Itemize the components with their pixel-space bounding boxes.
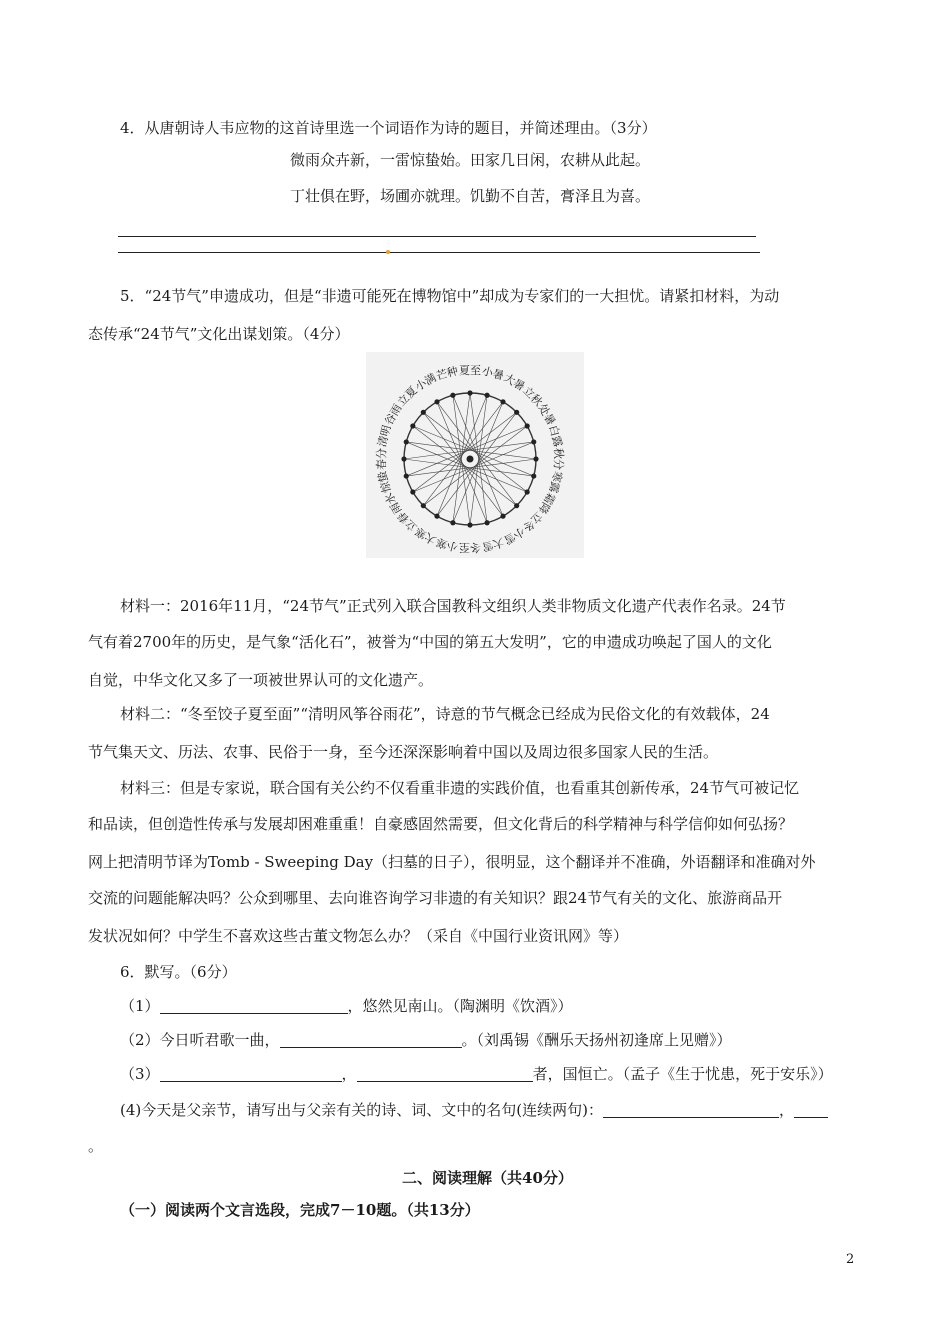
q5-prompt-line-1: 5．“24节气”申遗成功，但是“非遗可能死在博物馆中”却成为专家们的一大担忧。请紧扣材料，为动 — [120, 287, 780, 305]
material-2-line-1: 材料二：“冬至饺子夏至面”“清明风筝谷雨花”，诗意的节气概念已经成为民俗文化的有效载体，24 — [120, 705, 770, 723]
term-label: 谷雨 — [382, 401, 405, 428]
term-label: 寒露 — [546, 469, 565, 495]
earth-position-dot — [514, 410, 519, 415]
earth-position-dot — [500, 399, 505, 404]
artifact-dot — [386, 250, 390, 254]
solar-terms-wheel — [366, 352, 584, 558]
term-label: 雨水 — [382, 490, 405, 517]
earth-position-dot — [467, 522, 472, 527]
term-label: 夏至 — [459, 364, 481, 377]
earth-position-dot — [531, 439, 536, 444]
material-3-line-5: 发状况如何？中学生不喜欢这些古董文物怎么办？（采自《中国行业资讯网》等） — [88, 927, 629, 945]
term-label: 惊蛰 — [375, 469, 394, 495]
blank-3b[interactable] — [357, 1065, 533, 1082]
term-label: 大暑 — [501, 371, 528, 394]
earth-position-dot — [410, 489, 415, 494]
material-1-line-1: 材料一：2016年11月，“24节气”正式列入联合国教科文组织人类非物质文化遗产代表作名录。24节 — [120, 597, 786, 615]
q6-item-4-end: 。 — [88, 1137, 104, 1155]
section-2-title: 二、阅读理解（共40分） — [402, 1169, 573, 1187]
earth-position-dot — [404, 473, 409, 478]
earth-position-dot — [484, 393, 489, 398]
earth-position-dot — [533, 456, 538, 461]
q6-item-4-text: (4)今天是父亲节，请写出与父亲有关的诗、词、文中的名句(连续两句)： — [120, 1101, 603, 1119]
material-1-line-3: 自觉，中华文化又多了一项被世界认可的文化遗产。 — [88, 671, 434, 689]
earth-position-dot — [484, 520, 489, 525]
section-2-sub-1: （一）阅读两个文言选段，完成7－10题。（共13分） — [120, 1201, 480, 1219]
earth-position-dot — [500, 514, 505, 519]
q6-item-2 — [120, 1030, 732, 1050]
term-label: 霜降 — [535, 490, 558, 517]
q6-item-3 — [120, 1064, 833, 1084]
earth-position-dot — [467, 390, 472, 395]
term-label: 春分 — [375, 448, 388, 470]
answer-line-2[interactable] — [118, 252, 760, 253]
term-label: 小寒 — [434, 535, 460, 554]
blank-3a[interactable] — [160, 1065, 342, 1082]
earth-position-dot — [434, 514, 439, 519]
term-label: 冬至 — [459, 541, 481, 554]
term-label: 白露 — [546, 423, 565, 449]
term-label: 处暑 — [535, 401, 558, 428]
q5-prompt-line-2: 态传承“24节气”文化出谋划策。（4分） — [88, 325, 350, 343]
solar-terms-diagram — [366, 352, 584, 558]
q6-item-3-comma: ， — [341, 1065, 357, 1083]
answer-line-1[interactable] — [118, 236, 756, 237]
term-label: 立冬 — [520, 509, 545, 534]
blank-4a[interactable] — [603, 1101, 779, 1118]
q6-item-4 — [120, 1100, 828, 1120]
term-label: 立秋 — [520, 384, 545, 409]
earth-position-dot — [401, 456, 406, 461]
earth-position-dot — [531, 473, 536, 478]
q6-item-1-text: ，悠然见南山。（陶渊明《饮酒》） — [347, 997, 573, 1015]
q6-item-1-number: （1） — [120, 997, 160, 1015]
term-label: 芒种 — [434, 364, 460, 383]
q6-title: 6．默写。（6分） — [120, 963, 237, 981]
poem-line-2: 丁壮俱在野，场圃亦就理。饥勤不自苦，膏泽且为喜。 — [290, 187, 651, 205]
earth-position-dot — [404, 439, 409, 444]
earth-position-dot — [421, 410, 426, 415]
term-label: 小雪 — [501, 524, 528, 547]
q6-item-1 — [120, 996, 573, 1016]
q6-item-3-number: （3） — [120, 1065, 160, 1083]
term-label: 立夏 — [395, 384, 420, 409]
page-number: 2 — [846, 1252, 855, 1267]
earth-position-dot — [410, 423, 415, 428]
term-label: 清明 — [375, 423, 394, 449]
material-3-line-2: 和品读，但创造性传承与发展却困难重重！自豪感固然需要，但文化背后的科学精神与科学信仰如何弘扬？ — [88, 815, 794, 833]
material-3-line-1: 材料三：但是专家说，联合国有关公约不仅看重非遗的实践价值，也看重其创新传承，24节气可被记忆 — [120, 779, 800, 797]
term-label: 小暑 — [480, 364, 506, 383]
q6-item-2-text-after: 。（刘禹锡《酬乐天扬州初逢席上见赠》） — [461, 1031, 732, 1049]
material-3-line-4: 交流的问题能解决吗？公众到哪里、去向谁咨询学习非遗的有关知识？跟24节气有关的文化、旅游商品开 — [88, 889, 783, 907]
q6-item-3-text: 者，国恒亡。（孟子《生于忧患，死于安乐》） — [532, 1065, 833, 1083]
q6-item-2-text-before: （2）今日听君歌一曲， — [120, 1031, 280, 1049]
earth-position-dot — [525, 489, 530, 494]
earth-position-dot — [434, 399, 439, 404]
poem-line-1: 微雨众卉新，一雷惊蛰始。田家几日闲，农耕从此起。 — [290, 151, 651, 169]
earth-position-dot — [450, 393, 455, 398]
term-label: 大雪 — [480, 535, 506, 554]
earth-position-dot — [525, 423, 530, 428]
term-label: 小满 — [412, 371, 439, 394]
term-label: 大寒 — [412, 524, 439, 547]
earth-position-dot — [514, 503, 519, 508]
earth-position-dot — [421, 503, 426, 508]
blank-2[interactable] — [280, 1031, 462, 1048]
q4-prompt: 4．从唐朝诗人韦应物的这首诗里选一个词语作为诗的题目，并简述理由。（3分） — [120, 119, 657, 137]
material-3-line-3: 网上把清明节译为Tomb - Sweeping Day（扫墓的日子），很明显，这个翻译并不准确，外语翻译和准确对外 — [88, 853, 816, 871]
blank-4b[interactable] — [794, 1101, 828, 1118]
material-2-line-2: 节气集天文、历法、农事、民俗于一身，至今还深深影响着中国以及周边很多国家人民的生活。 — [88, 743, 719, 761]
blank-1[interactable] — [160, 997, 348, 1014]
sun-mark — [467, 456, 474, 463]
earth-position-dot — [450, 520, 455, 525]
term-label: 秋分 — [552, 448, 565, 470]
material-1-line-2: 气有着2700年的历史，是气象“活化石”，被誉为“中国的第五大发明”，它的申遗成功唤起了国人的文化 — [88, 633, 772, 651]
q6-item-4-comma: ， — [778, 1101, 794, 1119]
term-label: 立春 — [395, 509, 420, 534]
